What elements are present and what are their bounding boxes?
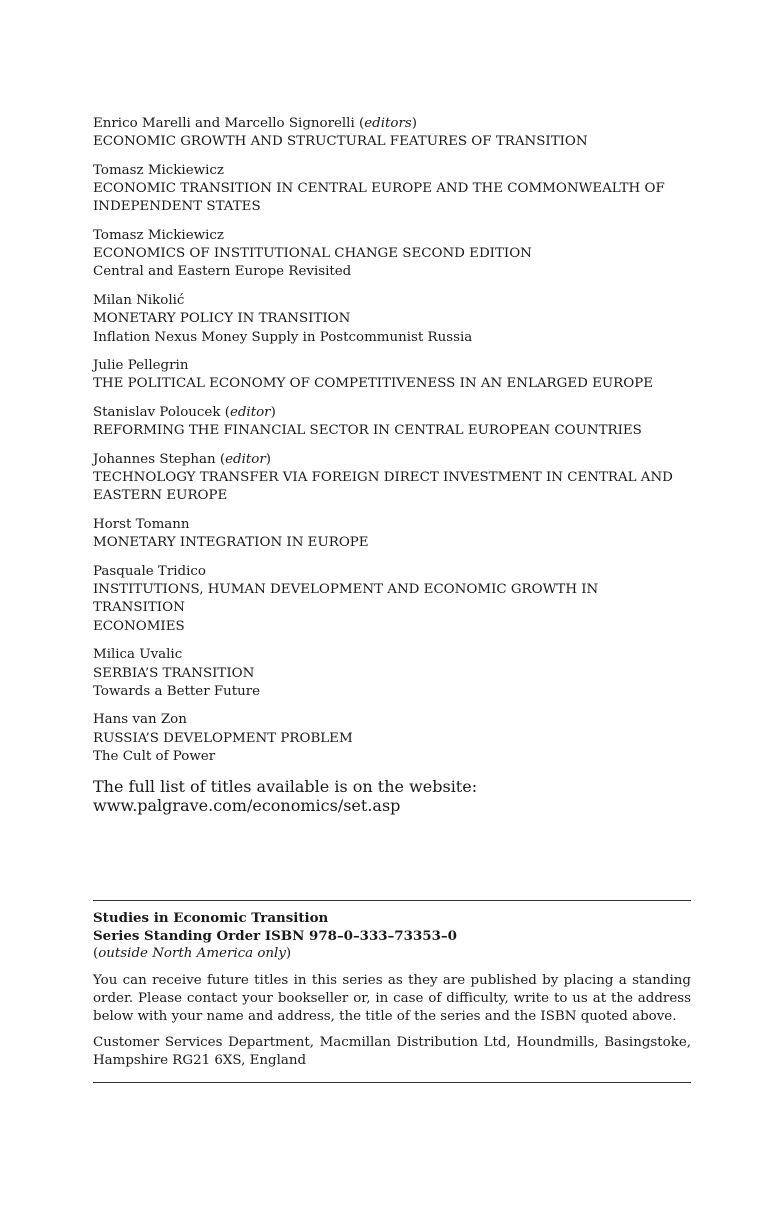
book-title-line: Inflation Nexus Money Supply in Postcommunist Russia [93, 329, 473, 345]
book-title-line: The Cult of Power [93, 748, 216, 764]
book-author: Hans van Zon [93, 712, 187, 728]
book-entry [93, 516, 691, 552]
address-paragraph: Customer Services Department, Macmillan Distribution Ltd, Houndmills, Basingstoke, Hampshire RG21 6XS, England [93, 1035, 691, 1069]
book-title: ECONOMICS OF INSTITUTIONAL CHANGE SECOND EDITION [93, 246, 532, 262]
book-title-line: INDEPENDENT STATES [93, 199, 261, 215]
book-title-line: EASTERN EUROPE [93, 488, 228, 504]
editor-note: editors [364, 116, 412, 131]
book-title: TECHNOLOGY TRANSFER VIA FOREIGN DIRECT INVESTMENT IN CENTRAL AND [93, 470, 673, 486]
book-title-line: Central and Eastern Europe Revisited [93, 264, 352, 280]
editor-note: editor [229, 405, 271, 421]
standing-order-paragraph: You can receive future titles in this series as they are published by placing a standing order. Please contact your bookseller or, in case of difficulty, write to us at the address below with your name and address, the title of the series and the ISBN quoted above. [93, 972, 691, 1025]
top-divider [93, 900, 691, 901]
bottom-divider [93, 1082, 691, 1083]
series-info [93, 909, 691, 1071]
series-title: Studies in Economic Transition [93, 910, 329, 926]
book-entry [93, 404, 691, 440]
editor-note: editor [225, 452, 266, 468]
website-note [93, 777, 691, 815]
book-title-line: Towards a Better Future [93, 683, 261, 699]
book-entry [93, 115, 691, 151]
book-title: REFORMING THE FINANCIAL SECTOR IN CENTRAL EUROPEAN COUNTRIES [93, 423, 642, 439]
series-isbn: Series Standing Order ISBN 978–0–333–73353–0 [93, 928, 457, 945]
book-entry [93, 227, 691, 282]
website-intro: The full list of titles available is on the website: [93, 776, 478, 796]
series-outside-note: (outside North America only) [93, 946, 292, 962]
entries-list [93, 115, 691, 766]
book-title: ECONOMIC GROWTH AND STRUCTURAL FEATURES OF TRANSITION [93, 134, 588, 150]
book-entry [93, 357, 691, 393]
book-title: SERBIA’S TRANSITION [93, 665, 255, 681]
website-url[interactable]: www.palgrave.com/economics/set.asp [93, 795, 401, 815]
book-entry [93, 162, 691, 217]
book-author: Julie Pellegrin [93, 358, 189, 374]
book-author: Tomasz Mickiewicz [93, 162, 224, 178]
book-title: MONETARY INTEGRATION IN EUROPE [93, 535, 369, 551]
book-author: Tomasz Mickiewicz [93, 228, 224, 244]
book-title: ECONOMIC TRANSITION IN CENTRAL EUROPE AND THE COMMONWEALTH OF [93, 181, 665, 197]
book-title: RUSSIA’S DEVELOPMENT PROBLEM [93, 730, 353, 746]
book-author: Pasquale Tridico [93, 564, 206, 580]
book-entry [93, 711, 691, 766]
book-entry [93, 646, 691, 701]
book-author: Enrico Marelli and Marcello Signorelli (editors) [93, 116, 417, 131]
book-title: MONETARY POLICY IN TRANSITION [93, 311, 351, 327]
book-author: Horst Tomann [93, 517, 190, 533]
book-author: Milica Uvalic [93, 647, 183, 663]
book-author: Stanislav Poloucek (editor) [93, 405, 276, 421]
book-list [93, 115, 691, 825]
book-title: THE POLITICAL ECONOMY OF COMPETITIVENESS IN AN ENLARGED EUROPE [93, 376, 654, 392]
book-title: INSTITUTIONS, HUMAN DEVELOPMENT AND ECONOMIC GROWTH IN TRANSITION [93, 582, 599, 616]
book-author: Johannes Stephan (editor) [93, 452, 271, 468]
book-title-line: ECONOMIES [93, 618, 185, 634]
book-author: Milan Nikolić [93, 293, 185, 309]
book-entry [93, 451, 691, 506]
book-entry [93, 292, 691, 347]
book-entry [93, 563, 691, 636]
